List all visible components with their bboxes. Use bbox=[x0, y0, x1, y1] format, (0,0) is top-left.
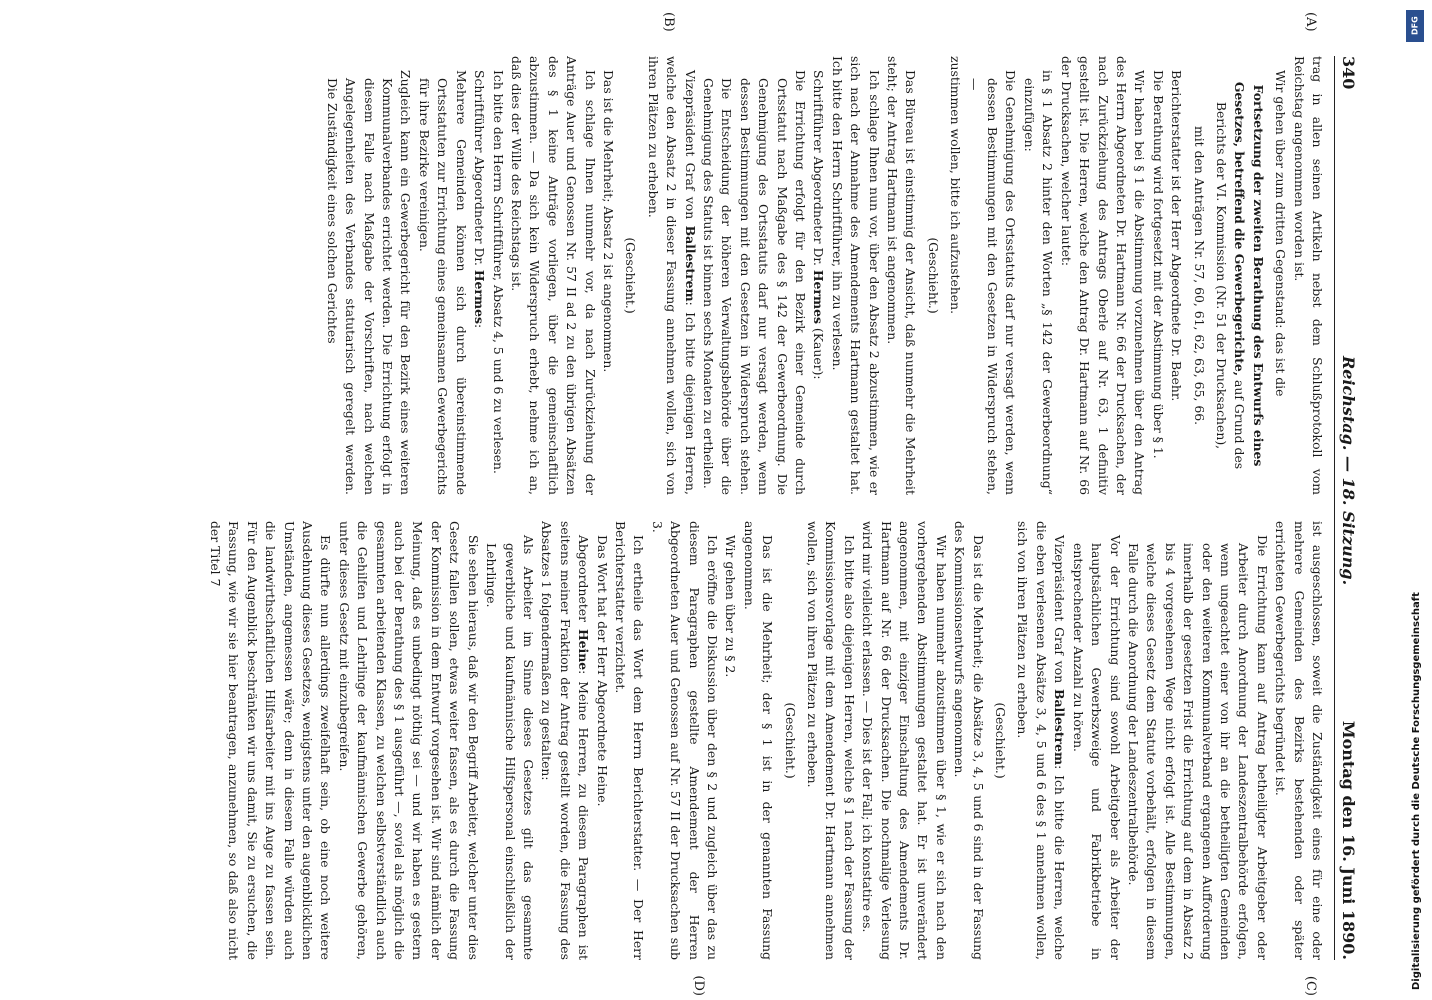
dfg-logo: DFG bbox=[1406, 10, 1424, 42]
paragraph: Das Büreau ist einstimmig der Ansicht, daß nunmehr die Mehrheit steht; der Antrag Hartmann ist angenommen. bbox=[885, 56, 919, 495]
paragraph: Wir haben nunmehr abzustimmen über § 1, wie er sich nach den vorhergehenden Abstimmungen gestaltet hat. Er ist unverändert angenommen, mit einziger Einschaltung des Amendements Dr. Hartmann auf Nr. 66 der Drucksachen. Die nochmalige Verlesung wird mir vielleicht erlassen. — Dies ist der Fall; ich konstatire es. bbox=[860, 521, 949, 960]
paragraph: Fortsetzung der zweiten Berathung des Entwurfs eines Gesetzes, betreffend die Gewerbegerichte, auf Grund des Berichts der VI. Kommission (Nr. 51 der Drucksachen), bbox=[1213, 81, 1266, 470]
paragraph: mit den Anträgen Nr. 57, 60, 61, 62, 63, 65, 66. bbox=[1191, 125, 1207, 426]
paragraph: Berichterstatter ist der Herr Abgeordnete Dr. Baehr. bbox=[1169, 70, 1185, 402]
paragraph: Ich schlage Ihnen nunmehr vor, da nach Zurückziehung der Anträge Auer und Genossen Nr. 57 II ad 2 zu den übrigen Absätzen des § 1 keine Anträge vorliegen, über die gemeinschaftlich abzustimmen. — Da sich kein Widerspruch erhebt, nehme ich an, daß dies der Wille des Reichstags ist. bbox=[508, 56, 598, 495]
margin-marker-c: (C) bbox=[1303, 975, 1318, 996]
paragraph: Die Genehmigung des Ortsstatuts darf nur versagt werden, wenn dessen Bestimmungen mit den Gesetzen in Widerspruch stehen, — bbox=[966, 70, 1019, 495]
paragraph: Ich eröffne die Diskussion über den § 2 und zugleich über das zu diesem Paragraphen gestellte Amendement der Herren Abgeordneten Auer und Genossen auf Nr. 57 II der Drucksachen sub 3. bbox=[649, 521, 720, 960]
left-column bbox=[22, 56, 1326, 495]
paragraph: Das Wort hat der Herr Abgeordnete Heine. bbox=[594, 535, 610, 807]
right-column bbox=[22, 521, 1326, 960]
paragraph: ist ausgeschlossen, soweit die Zuständigkeit eines für eine oder mehrere Gemeinden des Bezirks bestehenden oder später errichteten Gewerbegerichts begründet ist. bbox=[1273, 521, 1325, 960]
session-title: Reichstag. — 18. Sitzung. bbox=[1339, 356, 1358, 586]
paragraph: Ich schlage Ihnen nun vor, über den Absatz 2 abzustimmen, wie er sich nach der Annahme des Amendements Hartmann gestaltet hat. Ich bitte den Herrn Schriftführer, ihn zu verlesen. bbox=[829, 56, 882, 495]
paragraph: Die Berathung wird fortgesetzt mit der Abstimmung über § 1. bbox=[1150, 70, 1166, 459]
paragraph: (Geschieht.) bbox=[623, 237, 639, 314]
paragraph: Ich bitte den Herrn Schriftführer, Absatz 4, 5 und 6 zu verlesen. bbox=[490, 70, 506, 474]
paragraph: zustimmen wollen, bitte ich aufzustehen. bbox=[948, 56, 964, 315]
paragraph: Die Errichtung erfolgt für den Bezirk einer Gemeinde durch Ortsstatut nach Maßgabe des § 142 der Gewerbeordnung. Die Genehmigung des Ortsstatuts darf nur versagt werden, wenn dessen Bestimmungen mit den Gesetzen in Widerspruch stehen. Die Entscheidung der höheren Verwaltungsbehörde über die Genehmigung des Statuts ist binnen sechs Monaten zu ertheilen. bbox=[701, 70, 809, 495]
text-columns bbox=[22, 12, 1326, 996]
paragraph: Das ist die Mehrheit; der § 1 ist in der genannten Fassung angenommen. bbox=[741, 521, 776, 960]
paragraph: Als Arbeiter im Sinne dieses Gesetzes gilt das gesammte gewerbliche und kaufmännische Hilfspersonal einschließlich der Lehrlinge. bbox=[484, 535, 536, 960]
digitization-sidebar bbox=[1392, 0, 1432, 1000]
paragraph: Das ist die Mehrheit; die Absätze 3, 4, 5 und 6 sind in der Fassung des Kommissionsentwurfs angenommen. bbox=[952, 521, 986, 960]
paragraph: Wir gehen über zu § 2. bbox=[723, 535, 739, 678]
paragraph: Mehrere Gemeinden können sich durch übereinstimmende Ortsstatuten zur Errichtung eines gemeinsamen Gewerbegerichts für ihre Bezirke vereinigen. bbox=[416, 70, 469, 495]
session-date: Montag den 16. Juni 1890. bbox=[1339, 720, 1358, 960]
margin-marker-d: (D) bbox=[691, 975, 706, 996]
paragraph: (Geschieht.) bbox=[993, 702, 1009, 779]
paragraph: Schriftführer Abgeordneter Dr. Hermes: bbox=[472, 70, 488, 329]
paragraph: Vor der Errichtung sind sowohl Arbeitgeber als Arbeiter der hauptsächlichen Gewerbszweige und Fabrikbetriebe in entsprechender Anzahl zu hören. bbox=[1070, 535, 1123, 960]
paragraph: trag in allen seinen Artikeln nebst dem Schlußprotokoll vom Reichstag angenommen worden ist. bbox=[1291, 56, 1325, 495]
paragraph: Ich ertheile das Wort dem Herrn Berichterstatter. — Der Herr Berichterstatter verzichtet. bbox=[612, 521, 647, 960]
page-number: 340 bbox=[1339, 56, 1358, 90]
paragraph: Vizepräsident Graf von Ballestrem: Ich bitte die Herren, welche die eben verlesenen Absätze 3, 4, 5 und 6 des § 1 annehmen wollen, sich von ihren Plätzen zu erheben. bbox=[1015, 521, 1068, 960]
paragraph: Das ist die Mehrheit; Absatz 2 ist angenommen. bbox=[600, 70, 616, 373]
paragraph: Ich bitte also diejenigen Herren, welche § 1 nach der Fassung der Kommissionsvorlage mit dem Amendement Dr. Hartmann annehmen wollen, sich von ihren Plätzen zu erheben. bbox=[805, 521, 857, 960]
page-header bbox=[1334, 56, 1358, 960]
paragraph: Die Errichtung kann auf Antrag betheiligter Arbeitgeber oder Arbeiter durch Anordnung der Landeszentralbehörde erfolgen, wenn ungeachtet einer von ihr an die betheiligten Gemeinden oder den weiteren Kommunalverband ergangenen Aufforderung innerhalb der gesetzten Frist die Errichtung auf dem in Absatz 2 bis 4 vorgesehenen Wege nicht erfolgt ist. Alle Bestimmungen, welche dieses Gesetz dem Statute vorbehält, erfolgen in diesem Falle durch die Anordnung der Landeszentralbehörde. bbox=[1125, 535, 1270, 960]
paragraph: in § 1 Absatz 2 hinter den Worten „§ 142 der Gewerbeordnung“ einzufügen: bbox=[1021, 70, 1056, 495]
margin-marker-a: (A) bbox=[1303, 12, 1318, 32]
paragraph: Zugleich kann ein Gewerbegericht für den Bezirk eines weiteren Kommunalverbandes errichtet werden. Die Errichtung erfolgt in diesem Falle nach Maßgabe der Vorschriften, nach welchen Angelegenheiten des Verbandes statutarisch geregelt werden. Die Zuständigkeit eines solchen Gerichtes bbox=[324, 70, 414, 495]
paragraph: Es dürfte nun allerdings zweifelhaft sein, ob eine noch weitere Ausdehnung dieses Gesetzes, wenigstens unter den augenblicklichen Umständen, angemessen wäre; denn in diesem Falle würden auch die landwirthschaftlichen Hilfsarbeiter mit ins Auge zu fassen sein. Für den Augenblick beschränken wir uns damit, Sie zu ersuchen, die Fassung, wie wir sie hier beantragen, anzunehmen, so daß also nicht der Titel 7 bbox=[208, 521, 334, 960]
paragraph: (Geschieht.) bbox=[925, 237, 941, 314]
paragraph: Schriftführer Abgeordneter Dr. Hermes (Kauer): bbox=[811, 70, 827, 380]
paragraph: Abgeordneter Heine: Meine Herren, zu diesem Paragraphen ist seitens meiner Fraktion der Antrag gestellt worden, die Fassung des Absatzes 1 folgendermaßen zu gestalten: bbox=[539, 521, 592, 960]
paragraph: Vizepräsident Graf von Ballestrem: Ich bitte diejenigen Herren, welche den Absatz 2 in dieser Fassung annehmen wollen, sich von ihren Plätzen zu erheben. bbox=[645, 56, 698, 495]
paragraph: Wir haben bei § 1 die Abstimmung vorzunehmen über den Antrag des Herrn Abgeordneten Dr. Hartmann Nr. 66 der Drucksachen, der nach Zurückziehung des Antrags Oberle auf Nr. 63, 1 definitiv gestellt ist. Die Herren, welche den Antrag Dr. Hartmann auf Nr. 66 der Drucksachen, welcher lautet: bbox=[1058, 56, 1148, 495]
paragraph: Wir gehen über zum dritten Gegenstand: das ist die bbox=[1273, 70, 1289, 397]
funding-credit: Digitalisierung gefördert durch die Deutsche Forschungsgemeinschaft bbox=[1411, 592, 1422, 990]
paragraph: (Geschieht.) bbox=[782, 702, 798, 779]
paragraph: Sie sehen hieraus, daß wir den Begriff Arbeiter, welcher unter dies Gesetz fallen sollen, etwas weiter fassen, als es durch die Fassung der Kommission in dem Entwurf vorgesehen ist. Wir sind nämlich der Meinung, daß es unbedingt nöthig sei — und wir haben es gestern auch bei der Berathung des § 1 ausgeführt —, soviel als möglich die gesammten arbeitenden Klassen, zu welchen selbstverständlich auch die Gehilfen und Lehrlinge der kaufmännischen Gewerbe gehören, unter dieses Gesetz mit einzubegreifen. bbox=[336, 521, 481, 960]
margin-marker-b: (B) bbox=[661, 12, 676, 32]
